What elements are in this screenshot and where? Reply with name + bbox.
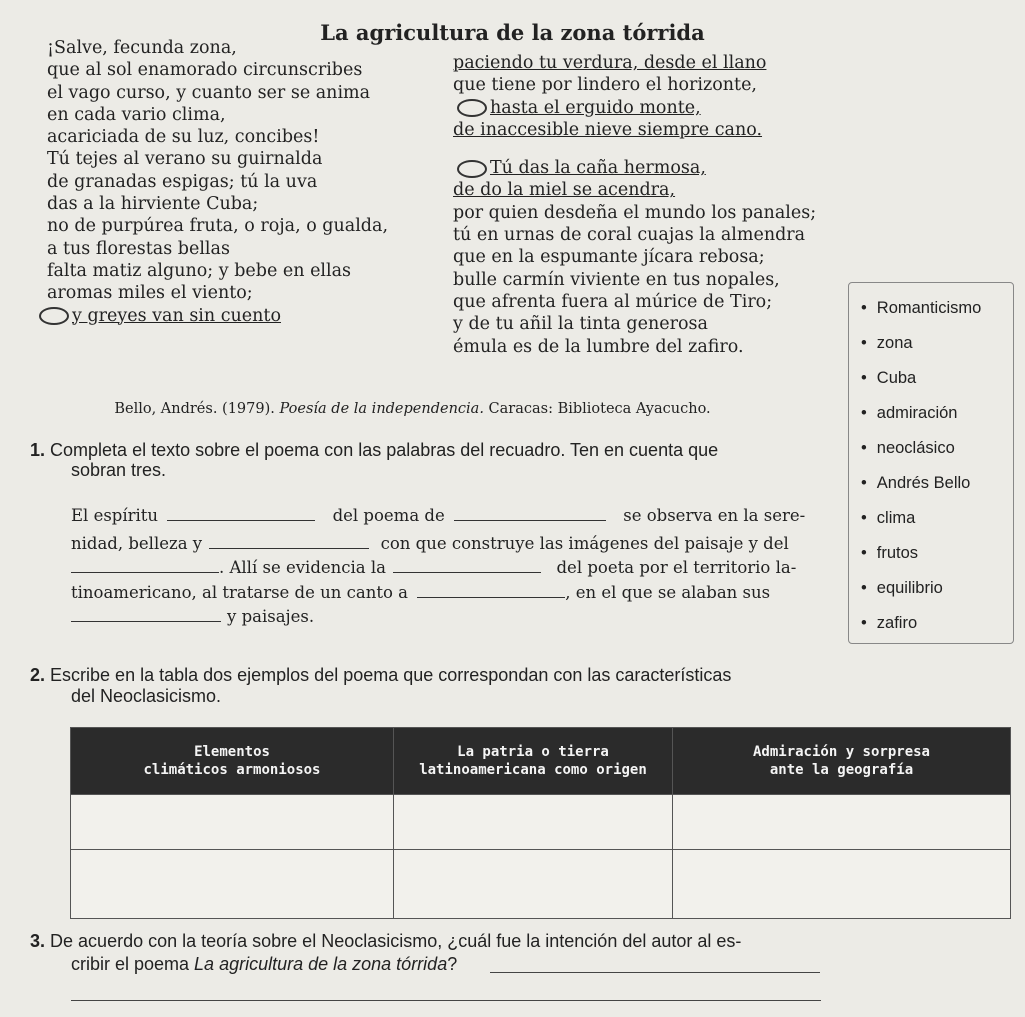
question-3-number: 3. (30, 931, 46, 951)
fill-line-1: El espíritu del poema de se observa en la sere- (71, 506, 806, 525)
table-cell[interactable] (673, 850, 1011, 919)
poem-line: bulle carmín viviente en tus nopales, (453, 269, 780, 290)
poem-line: en cada vario clima, (47, 104, 226, 125)
poem-line: ¡Salve, fecunda zona, (47, 38, 237, 58)
fill-line-4: tinoamericano, al tratarse de un canto a , en el que se alaban sus (71, 583, 771, 602)
poem-line: y de tu añil la tinta generosa (453, 314, 708, 335)
poem-line: falta matiz alguno; y bebe en ellas (47, 260, 352, 281)
fill-line-3: . Allí se evidencia la del poeta por el territorio la- (71, 558, 796, 577)
word-option: • equilibrio (861, 579, 943, 598)
poem-line: acariciada de su luz, concibes! (47, 127, 320, 148)
table-header-cell: La patria o tierra latinoamericana como origen (394, 728, 673, 795)
table-header-cell: Elementos climáticos armoniosos (71, 728, 394, 795)
neoclassicism-table (70, 727, 1011, 919)
poem-line: el vago curso, y cuanto ser se anima (47, 82, 371, 103)
poem-line-marked: Tú das la caña hermosa, (457, 157, 816, 179)
word-option: • Cuba (861, 369, 916, 388)
fill-line-2: nidad, belleza y con que construye las imágenes del paisaje y del (71, 534, 789, 553)
answer-line[interactable] (490, 972, 820, 973)
word-option: • zona (861, 334, 913, 353)
question-2-line-1 (30, 665, 731, 686)
poem-line-marked: hasta el erguido monte, (457, 97, 816, 119)
poem-line: por quien desdeña el mundo los panales; (453, 202, 817, 223)
poem-line: no de purpúrea fruta, o roja, o gualda, (47, 216, 389, 237)
question-2-number: 2. (30, 665, 46, 685)
word-option: • frutos (861, 544, 918, 563)
poem-line: de granadas espigas; tú la uva (47, 171, 318, 192)
question-3-line-2: cribir el poema La agricultura de la zona tórrida? (71, 954, 458, 974)
answer-blank[interactable] (71, 571, 219, 573)
word-option: • admiración (861, 404, 958, 423)
poem-line: aromas miles el viento; (47, 283, 253, 304)
table-cell[interactable] (673, 795, 1011, 850)
poem-left-column (47, 37, 388, 327)
question-1-line-1 (30, 440, 718, 461)
word-box (848, 282, 1014, 644)
word-option: • zafiro (861, 614, 917, 633)
poem-line: que tiene por lindero el horizonte, (453, 75, 757, 96)
question-1-text: Completa el texto sobre el poema con las palabras del recuadro. Ten en cuenta que (50, 440, 719, 460)
question-3-text: De acuerdo con la teoría sobre el Neoclasicismo, ¿cuál fue la intención del autor al es- (50, 931, 742, 951)
table-cell[interactable] (394, 795, 673, 850)
poem-line: que afrenta fuera al múrice de Tiro; (453, 291, 773, 312)
answer-blank[interactable] (454, 519, 606, 521)
stanza-circle-icon (457, 99, 487, 117)
poem-line: de do la miel se acendra, (453, 180, 676, 201)
answer-blank[interactable] (393, 571, 541, 573)
poem-line: das a la hirviente Cuba; (47, 194, 259, 215)
table-header-row (71, 728, 1011, 795)
poem-line: émula es de la lumbre del zafiro. (453, 336, 744, 357)
table-cell[interactable] (71, 850, 394, 919)
word-option: • neoclásico (861, 439, 955, 458)
question-1-line-2: sobran tres. (71, 460, 167, 480)
word-option: • Romanticismo (861, 299, 981, 318)
table-row (71, 795, 1011, 850)
answer-blank[interactable] (71, 620, 221, 622)
citation-work: Poesía de la independencia. (279, 401, 484, 417)
poem-line: paciendo tu verdura, desde el llano (453, 53, 767, 73)
answer-line[interactable] (71, 1000, 821, 1001)
question-3-line-1 (30, 931, 741, 952)
table-header-cell: Admiración y sorpresa ante la geografía (673, 728, 1011, 795)
poem-line: que al sol enamorado circunscribes (47, 60, 363, 81)
poem-line: que en la espumante jícara rebosa; (453, 247, 765, 268)
poem-line: tú en urnas de coral cuajas la almendra (453, 225, 806, 246)
answer-blank[interactable] (417, 596, 565, 598)
question-2-text: Escribe en la tabla dos ejemplos del poema que correspondan con las características (50, 665, 732, 685)
answer-blank[interactable] (167, 519, 315, 521)
word-option: • Andrés Bello (861, 474, 970, 493)
fill-line-5: y paisajes. (71, 607, 314, 626)
poem-right-column (453, 52, 816, 358)
word-option: • clima (861, 509, 915, 528)
poem-line: a tus florestas bellas (47, 238, 230, 259)
stanza-circle-icon (39, 307, 69, 325)
poem-title: La agricultura de la zona tórrida (320, 20, 705, 45)
answer-blank[interactable] (209, 547, 369, 549)
question-1-number: 1. (30, 440, 46, 460)
table-cell[interactable] (71, 795, 394, 850)
poem-line: Tú tejes al verano su guirnalda (47, 149, 323, 170)
stanza-circle-icon (457, 160, 487, 178)
table-row (71, 850, 1011, 919)
poem-line-marked: y greyes van sin cuento (39, 305, 388, 327)
poem-line-spacer (453, 141, 816, 157)
citation-publisher: Caracas: Biblioteca Ayacucho. (488, 401, 711, 417)
table-cell[interactable] (394, 850, 673, 919)
question-2-line-2: del Neoclasicismo. (71, 686, 222, 706)
citation-author: Bello, Andrés. (1979). (114, 401, 275, 417)
poem-line: de inaccesible nieve siempre cano. (453, 119, 763, 140)
